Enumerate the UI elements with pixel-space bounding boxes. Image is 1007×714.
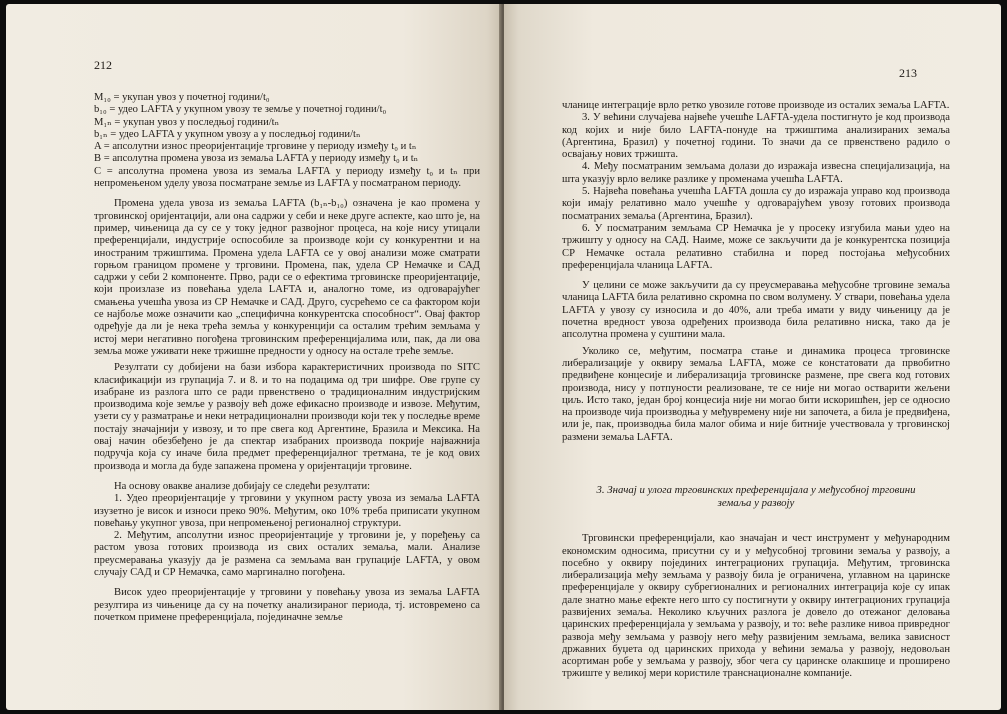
legend-line: M₁ₙ = укупан увоз у последњој години/tₙ: [94, 116, 280, 128]
paragraph: У целини се може закључити да су преусмеравања међусобне трговине земаља чланица LAFTA била релативно скромна по свом волумену. У ствари, повећања удела LAFTA у увозу су износила и до 40%, али треба имати у виду чињеницу да је почетна вредност увоза одређених производа била релативно ниска, тако да је апсолутна промена у суштини мала.: [562, 280, 950, 341]
legend-line: b₁₀ = удео LAFTA у укупном увозу те земље у почетној години/t₀: [94, 104, 387, 116]
paragraph: Резултати су добијени на бази избора карактеристичних производа по SITC класификацији из групација 7. и 8. и то на подацима од три шифре. Ове групе су изабране из разлога што се ради првенствено о традиционалним индустријским производима које земље у развоју већ доже ефикасно производе и извозе. Међутим, узети су у разматрање и неки нетрадиционални производи који тек у последње време постају значајнији у извозу, и то пре свега код Аргентине, Бразила и Мексика. На овај начин обезбеђено је да спектар изабраних производа покрије најважнија подручја која су иначе била предмет преференцијалног третмана, те је код ових производа и могла да буде запажена промена у оријентацији трговине.: [94, 362, 480, 472]
formula-legend: [94, 92, 480, 190]
section-heading-line: земаља у развоју: [717, 496, 795, 509]
paragraph: 1. Удео преоријентације у трговини у укупном расту увоза из земаља LAFTA изузетно је висок и износи преко 90%. Међутим, око 10% треба приписати укупном повећању укупног увоза, при непромењеној регионалној структури.: [94, 493, 480, 529]
legend-line: A = апсолутни износ преоријентације трговине у периоду између t₀ и tₙ: [94, 141, 417, 153]
paragraph: Трговински преференцијали, као значајан и чест инструмент у међународним економским односима, присутни су и у међусобној трговини земаља у развоју, а посебно у оквиру појединих интеграционих групација. Међутим, трговинска либерализација међу земљама у развоју била је ограничена, углавном на царинске преференцијале у оквиру субрегионалних и регионалних интеграција које су ипак дале знатно мање ефекте него што су постигнути у оквиру интеграционих групација развијених земаља. Неколико кључних разлога је довело до отежаног деловања царинских преференцијала у земљама у развоју, и то: веће разлике нивоа привредног развоја међу земљама у развоју него међу развијеним земљама, велика зависност државних буџета од царинских прихода у већини земаља у развоју, недовољан асортиман робе у земљама у развоју, због чега су царинске олакшице и проширено тржиште у великој мери користиле транснационалне компаније.: [562, 533, 950, 680]
paragraph: Промена удела увоза из земаља LAFTA (b₁ₙ-b₁₀) означена је као промена у трговинској оријентацији, али она садржи у себи и неке друге аспекте, као што је, на пример, чињеница да су се у току једног развојног процеса, на које нису утицали преференцијали, индустрије оспособиле за производе који су конкурентни и на иностраним тржиштима. Промена удела LAFTA се у овој анализи може сматрати горњом границом промене у трговини. Промена, пак, удела СР Немачке и САД садржи у себи 2 компоненте. Прво, ради се о ефектима трговинске преоријентације, који произлазе из повећања удела LAFTA и, аналогно томе, из одговарајућег смањења учешћа увоза из СР Немачке и САД. Друго, сусрећемо се са фактором који се најбоље може означити као „специфична конкурентска способност“. Овај фактор одређује да ли је нека трећа земља у конкуренцији са осталим трећим земљама у истој мери негативно погођена трговинским преференцијалима или, пак, да ли ова земља може уживати неке тржишне предности у односу на остале треће земље.: [94, 198, 480, 357]
left-page-text: [94, 92, 480, 624]
legend-line: b₁ₙ = удео LAFTA у укупном увозу а у последњој години/tₙ: [94, 128, 361, 140]
paragraph: 4. Међу посматраним земљама долази до изражаја извесна специјализација, на шта указују врло велике разлике у променама учешћа LAFTA.: [562, 161, 950, 185]
paragraph: Висок удео преоријентације у трговини у повећању увоза из земаља LAFTA резултира из чињенице да су на почетку анализираног периода, тј. истовремено са почетком примене преференцијала, појединачне земље: [94, 587, 480, 623]
section-heading: [562, 484, 950, 509]
right-page: [504, 4, 1001, 710]
paragraph: 3. У већини случајева највеће учешће LAFTA-удела постигнуто је код производа код којих и није било LAFTA-понуде на тржиштима анализираних земаља (Аргентина, Бразил) у почетној години. То значи да се првенствено радило о освајању нових тржишта.: [562, 112, 950, 161]
page-number-left: 212: [94, 58, 112, 72]
legend-line: B = апсолутна промена увоза из земаља LAFTA у периоду између t₀ и tₙ: [94, 153, 419, 165]
paragraph: Уколико се, међутим, посматра стање и динамика процеса трговинске либерализације у оквиру земаља LAFTA, може се констатовати да првобитно предвиђене концесије и либерализација трговинске размене, пре свега код готових производа, нису у потпуности реализоване, те се није ни могао остварити жељени циљ. Исто тако, један број концесија није ни могао бити искоришћен, јер се односио на производе чија производња у међувремену није ни започета, а била је предвиђена, или је, пак, производња била малог обима и није битније учествовала у трговинској размени земаља LAFTA.: [562, 345, 950, 443]
paragraph: чланице интеграције врло ретко увозиле готове производе из осталих земаља LAFTA.: [562, 100, 950, 111]
paragraph: 5. Највећа повећања учешћа LAFTA дошла су до изражаја управо код производа који имају релативно мало учешће у одговарајућем увозу готових производа посматраних земаља (Аргентина, Бразил).: [562, 186, 950, 222]
page-number-right: 213: [899, 66, 917, 80]
right-page-text: [562, 100, 950, 681]
section-heading-line: 3. Значај и улога трговинских преференцијала у међусобној трговини: [596, 484, 916, 497]
legend-line: C = апсолутна промена увоза из земаља LAFTA у периоду између t₀ и tₙ при непромењеном уделу увоза посматране земље из LAFTA у посматраном периоду.: [94, 165, 480, 190]
paragraph: На основу овакве анализе добијају се следећи резултати:: [114, 480, 371, 492]
paragraph: 2. Међутим, апсолутни износ преоријентације у трговини је, у поређењу са растом увоза готових производа из свих осталих земаља, мали. Анализе преусмеравања указују да је размена са земљама ван групације LAFTA, у овом случају САД и СР Немачка, само маргинално погођена.: [94, 530, 480, 578]
legend-line: M₁₀ = укупан увоз у почетној години/t₀: [94, 92, 270, 103]
left-page: [6, 4, 502, 710]
paragraph: 6. У посматраним земљама СР Немачка је у просеку изгубила мањи удео на тржишту у односу на САД. Наиме, може се закључити да је конкурентска позиција СР Немачке остала релативно стабилна и поред постојања међусобних преференцијала чланица LAFTA.: [562, 222, 950, 271]
